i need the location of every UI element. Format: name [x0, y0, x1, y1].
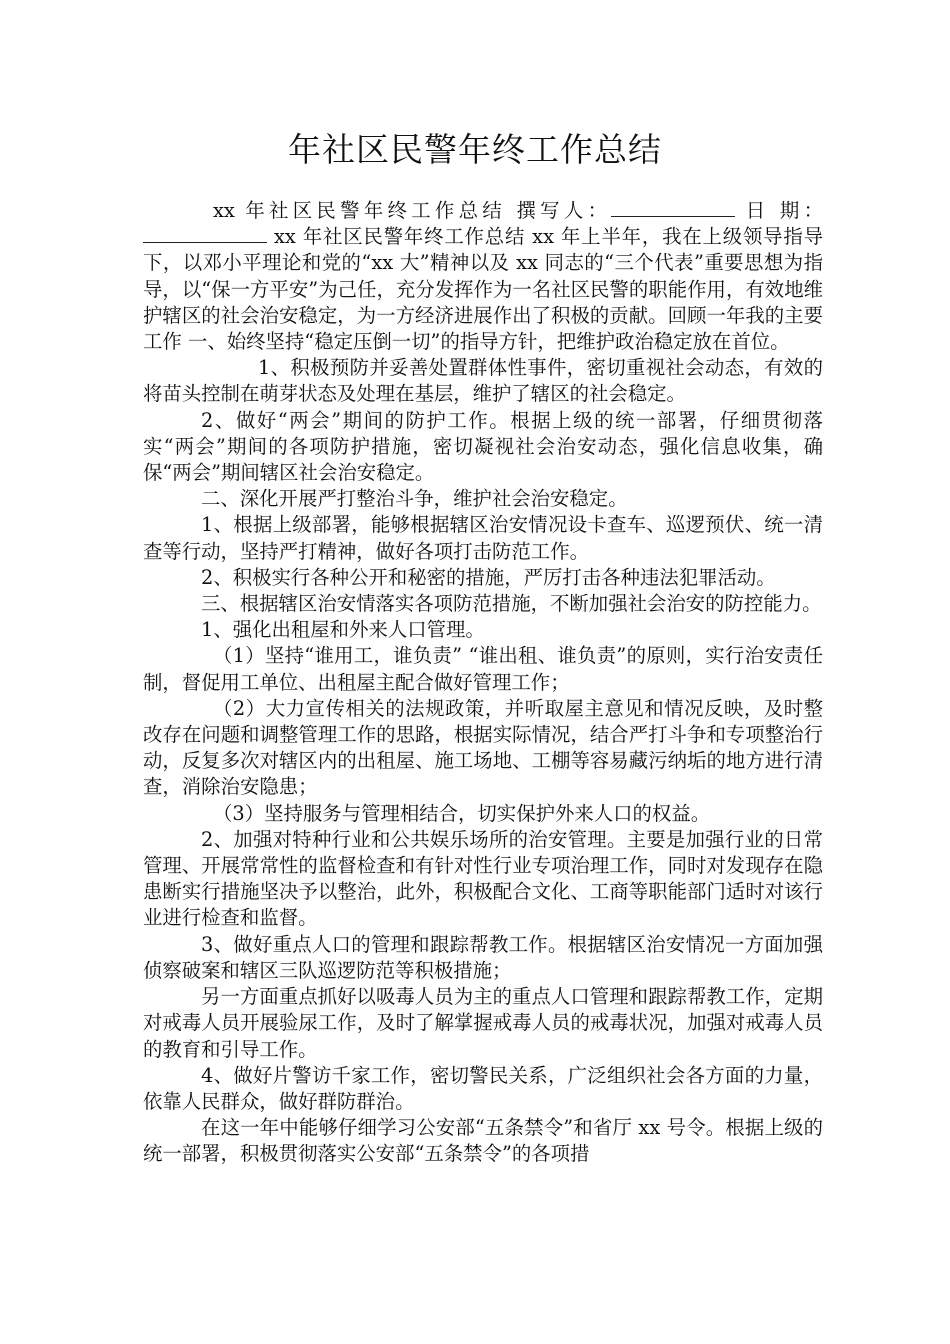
author-blank: [611, 198, 735, 217]
body-paragraph: 4、做好片警访千家工作，密切警民关系，广泛组织社会各方面的力量，依靠人民群众，做好群防群治。: [143, 1063, 823, 1113]
body-paragraph: 三、根据辖区治安情落实各项防范措施，不断加强社会治安的防控能力。: [201, 592, 822, 616]
body-paragraph: 1、积极预防并妥善处置群体性事件，密切重视社会动态，有效的将苗头控制在萌芽状态及处理在基层，维护了辖区的社会稳定。: [143, 356, 823, 406]
header-text-3: xx 年社区民警年终工作总结 xx 年上半年，我在上级领导指导下，以邓小平理论和党的“xx 大”精神以及 xx 同志的“三个代表”重要思想为指导，以“保一方平安”为己任，充分发挥作为一名社区民警的职能作用，有效地维护辖区的社会治安稳定，为一方经济进展作出了积极的贡献。回顾一年我的主要工作 一、始终坚持“稳定压倒一切”的指导方针，把维护政治稳定放在首位。: [143, 225, 823, 354]
header-text-2: 日 期：: [735, 199, 824, 222]
body-paragraph: 1、强化出租屋和外来人口管理。: [201, 618, 485, 642]
paragraph-list: [143, 355, 823, 1167]
body-paragraph: 在这一年中能够仔细学习公安部“五条禁令”和省厅 xx 号令。根据上级的统一部署，积极贯彻落实公安部“五条禁令”的各项措: [143, 1116, 823, 1166]
body-paragraph: （3）坚持服务与管理相结合，切实保护外来人口的权益。: [213, 801, 711, 825]
body-paragraph: 2、积极实行各种公开和秘密的措施，严厉打击各种违法犯罪活动。: [201, 565, 776, 589]
header-paragraph: [143, 198, 823, 355]
body-paragraph: 2、加强对特种行业和公共娱乐场所的治安管理。主要是加强行业的日常管理、开展常常性的监督检查和有针对性行业专项治理工作，同时对发现存在隐患断实行措施坚决予以整治，此外，积极配合文化、工商等职能部门适时对该行业进行检查和监督。: [143, 827, 823, 930]
body-paragraph: 另一方面重点抓好以吸毒人员为主的重点人口管理和跟踪帮教工作，定期对戒毒人员开展验尿工作，及时了解掌握戒毒人员的戒毒状况，加强对戒毒人员的教育和引导工作。: [143, 985, 823, 1061]
header-text-1: xx 年社区民警年终工作总结 撰写人：: [213, 199, 612, 222]
body-paragraph: （2）大力宣传相关的法规政策，并听取屋主意见和情况反映，及时整改存在问题和调整管理工作的思路，根据实际情况，结合严打斗争和专项整治行动，反复多次对辖区内的出租屋、施工场地、工棚等容易藏污纳垢的地方进行清查，消除治安隐患；: [143, 696, 823, 799]
date-blank: [143, 224, 267, 243]
body-paragraph: 1、根据上级部署，能够根据辖区治安情况设卡查车、巡逻预伏、统一清查等行动，坚持严打精神，做好各项打击防范工作。: [143, 513, 823, 563]
document-title: 年社区民警年终工作总结: [288, 130, 662, 169]
body-paragraph: 2、做好“两会”期间的防护工作。根据上级的统一部署，仔细贯彻落实“两会”期间的各项防护措施，密切凝视社会治安动态，强化信息收集，确保“两会”期间辖区社会治安稳定。: [143, 408, 823, 485]
body-paragraph: 二、深化开展严打整治斗争，维护社会治安稳定。: [201, 487, 628, 511]
document-body: [143, 198, 823, 1168]
body-paragraph: 3、做好重点人口的管理和跟踪帮教工作。根据辖区治安情况一方面加强侦察破案和辖区三队巡逻防范等积极措施；: [143, 932, 823, 982]
body-paragraph: （1）坚持“谁用工，谁负责” “谁出租、谁负责”的原则，实行治安责任制，督促用工单位、出租屋主配合做好管理工作；: [143, 644, 823, 694]
